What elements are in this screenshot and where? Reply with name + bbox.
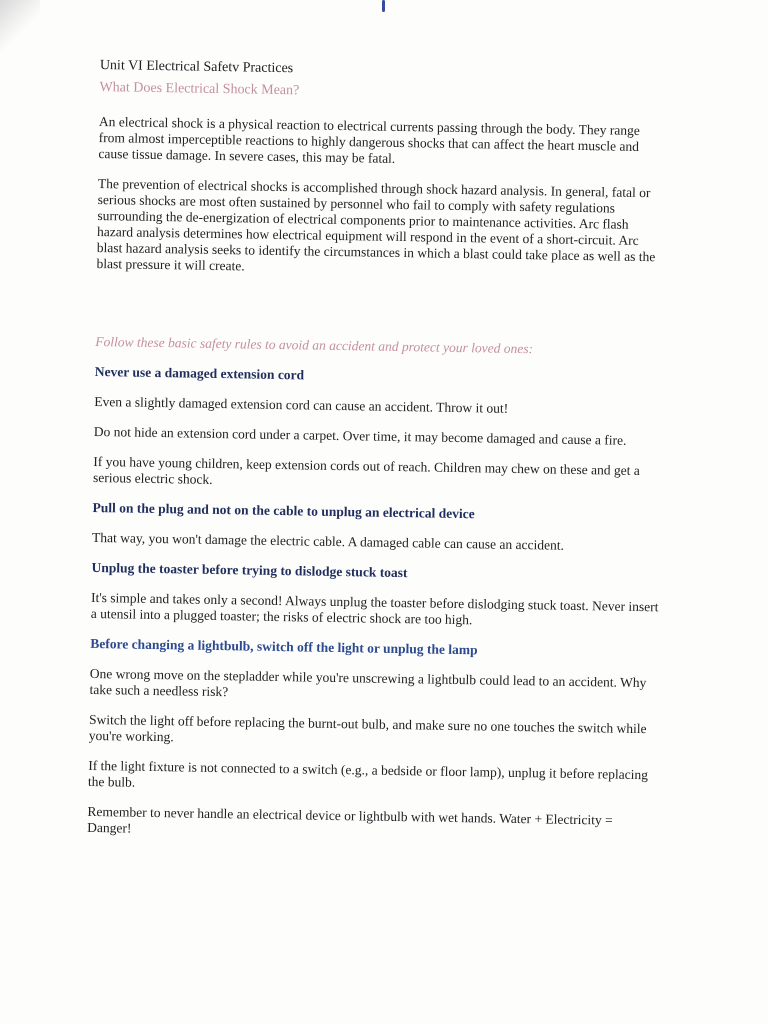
- document-page: [87, 58, 668, 859]
- rule-item: Even a slightly damaged extension cord can cause an accident. Throw it out!: [94, 393, 509, 416]
- rule-item: Do not hide an extension cord under a carpet. Over time, it may become damaged and cause a fire.: [93, 423, 627, 448]
- rule-heading: Before changing a lightbulb, switch off the light or unplug the lamp: [90, 635, 478, 658]
- pen-mark: [382, 0, 385, 12]
- document-title: Unit VI Electrical Safetv Practices: [99, 58, 294, 77]
- section-subtitle: What Does Electrical Shock Mean?: [99, 79, 300, 99]
- rule-item: Remember to never handle an electrical device or lightbulb with wet hands. Water + Electricity = Danger!: [87, 803, 613, 836]
- page-corner-shadow: [0, 0, 40, 50]
- rule-heading: Pull on the plug and not on the cable to unplug an electrical device: [92, 499, 475, 522]
- rule-heading: Never use a damaged extension cord: [94, 363, 305, 383]
- rule-item: If you have young children, keep extension cords out of reach. Children may chew on these and get a serious electric shock.: [92, 453, 640, 487]
- rule-item: If the light fixture is not connected to a switch (e.g., a bedside or floor lamp), unplug it before replacing the bulb.: [87, 757, 649, 790]
- rule-item: That way, you won't damage the electric cable. A damaged cable can cause an accident.: [91, 529, 565, 553]
- rule-heading: Unplug the toaster before trying to dislodge stuck toast: [91, 559, 408, 581]
- rule-item: Switch the light off before replacing the burnt-out bulb, and make sure no one touches the switch while you're working.: [88, 711, 647, 745]
- paragraph: The prevention of electrical shocks is accomplished through shock hazard analysis. In general, fatal or serious shocks are most often sustained by personnel who fail to comply with safety regulations surrounding the de-energization of electrical components prior to maintenance activities. Arc flash hazard analysis determines how electrical equipment will respond in the event of a short-circuit. Arc blast hazard analysis seeks to identify the circumstances in which a blast could take place as well as the blast pressure it will create.: [96, 175, 656, 274]
- rule-item: It's simple and takes only a second! Always unplug the toaster before dislodging stuck toast. Never insert a utensil into a plugged toaster; the risks of electric shock are too high.: [90, 589, 659, 628]
- paragraph: An electrical shock is a physical reaction to electrical currents passing through the body. They range from almost imperceptible reactions to highly dangerous shocks that can affect the heart muscle and cause tissue damage. In severe cases, this may be fatal.: [98, 113, 640, 166]
- safety-rules-intro: Follow these basic safety rules to avoid an accident and protect your loved ones:: [95, 333, 534, 357]
- rule-item: One wrong move on the stepladder while you're unscrewing a lightbulb could lead to an accident. Why take such a needless risk?: [89, 665, 647, 700]
